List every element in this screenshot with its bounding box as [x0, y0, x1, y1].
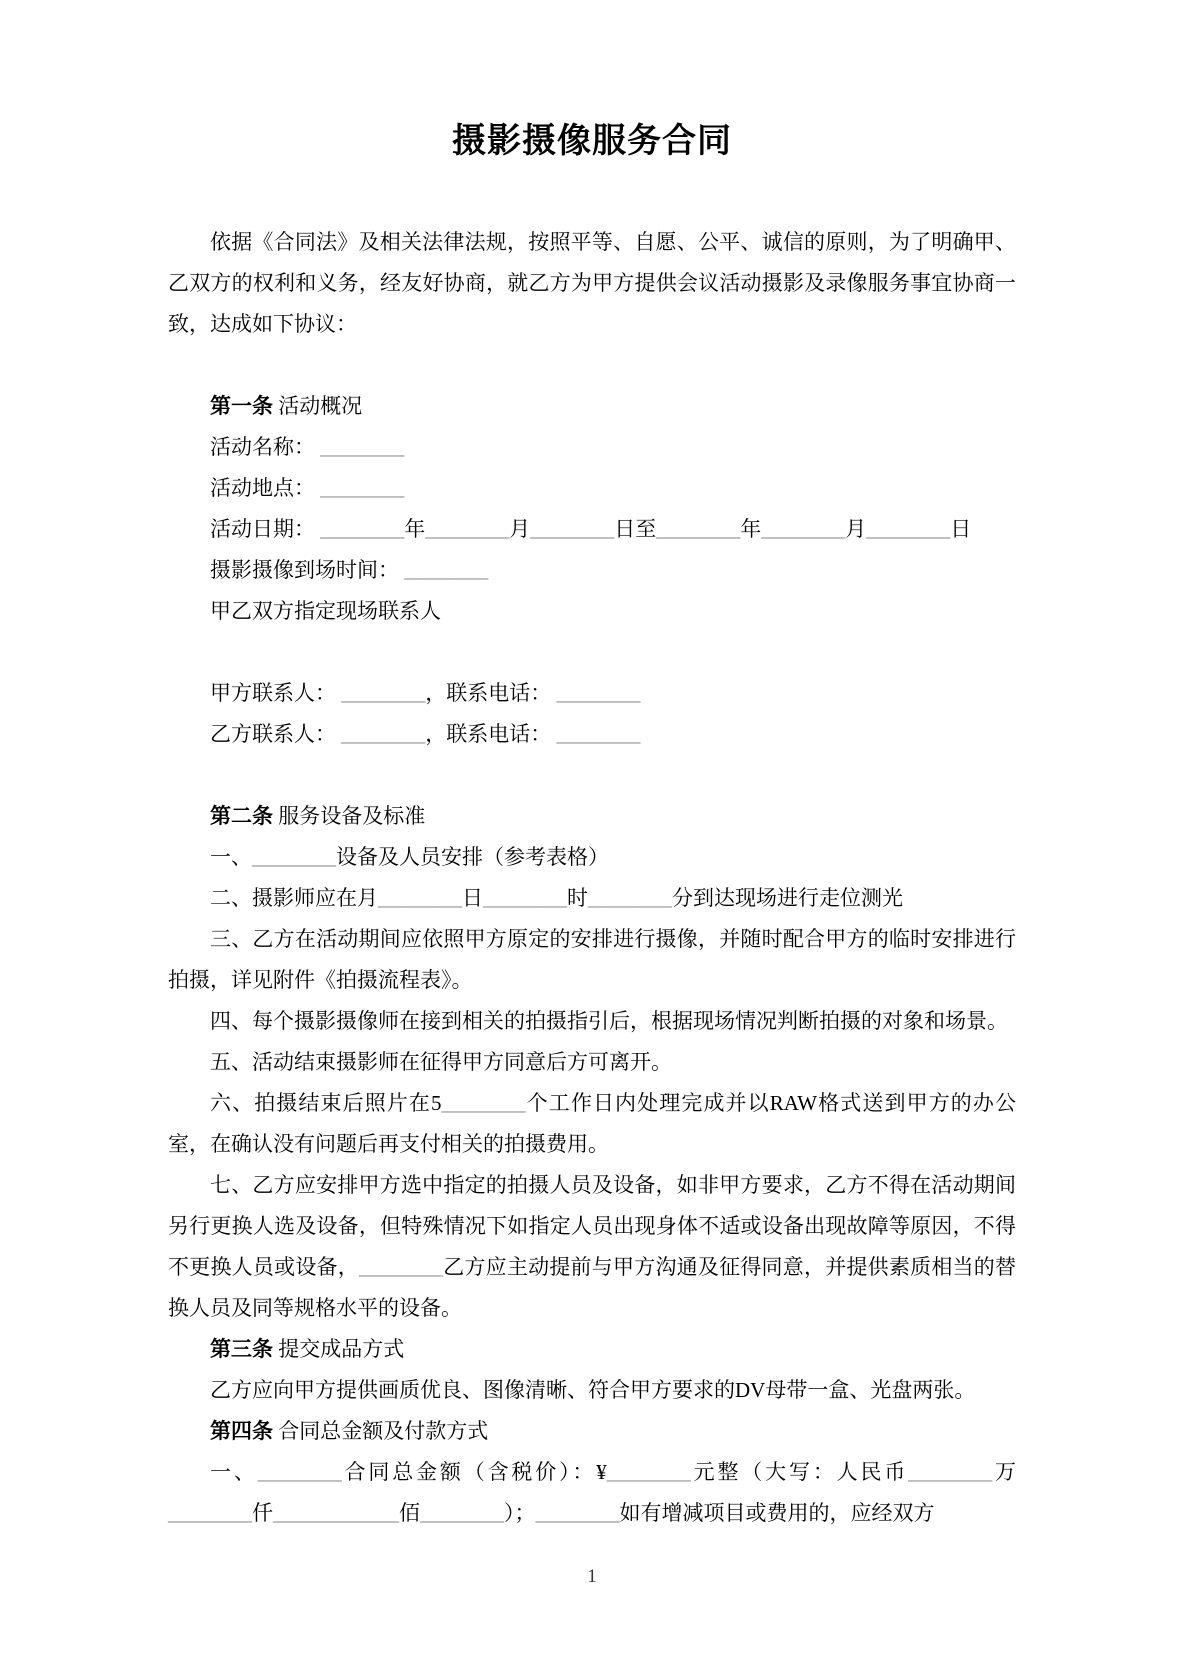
paragraph: 二、摄影师应在月________日________时________分到达现场进行走位测光	[210, 886, 903, 910]
blank-field: ________	[606, 1460, 691, 1484]
blank-field: ________	[483, 886, 567, 910]
paragraph: 乙方联系人： ________，联系电话： ________	[210, 722, 641, 746]
blank-field: ________	[866, 517, 951, 541]
paragraph: 活动日期： ________年________月________日至________年________月________日	[210, 517, 972, 541]
paragraph: 五、活动结束摄影师在征得甲方同意后方可离开。	[210, 1050, 672, 1074]
blank-field: ________	[441, 1091, 526, 1115]
paragraph: 乙方应向甲方提供画质优良、图像清晰、符合甲方要求的DV母带一盒、光盘两张。	[210, 1378, 976, 1402]
section-label: 第四条	[210, 1419, 273, 1443]
section-heading: 第三条 提交成品方式	[210, 1337, 405, 1361]
blank-field: ________	[404, 558, 489, 582]
blank-field: ________	[168, 1501, 252, 1525]
section-heading: 第一条 活动概况	[210, 394, 363, 418]
section-heading: 第四条 合同总金额及付款方式	[210, 1419, 489, 1443]
blank-field: ________	[341, 722, 426, 746]
paragraph: 七、乙方应安排甲方选中指定的拍摄人员及设备，如非甲方要求，乙方不得在活动期间另行更换人选及设备，但特殊情况下如指定人员出现身体不适或设备出现故障等原因，不得不更换人员或设备，________乙方应主动提前与甲方沟通及征得同意，并提供素质相当的替换人员及同等规格水平的设备。	[168, 1173, 1016, 1320]
paragraph: 活动地点： ________	[210, 476, 405, 500]
blank-line	[168, 632, 1016, 673]
document-body	[168, 222, 1016, 1534]
paragraph: 依据《合同法》及相关法律法规，按照平等、自愿、公平、诚信的原则，为了明确甲、乙双方的权利和义务，经友好协商，就乙方为甲方提供会议活动摄影及录像服务事宜协商一致，达成如下协议：	[168, 230, 1016, 336]
blank-field: ________	[420, 1501, 504, 1525]
paragraph: 活动名称： ________	[210, 435, 405, 459]
paragraph: 六、拍摄结束后照片在5________个工作日内处理完成并以RAW格式送到甲方的办公室，在确认没有问题后再支付相关的拍摄费用。	[168, 1091, 1017, 1156]
blank-field: ________	[341, 681, 426, 705]
section-heading: 第二条 服务设备及标准	[210, 804, 426, 828]
paragraph: 三、乙方在活动期间应依照甲方原定的安排进行摄像，并随时配合甲方的临时安排进行拍摄，详见附件《拍摄流程表》。	[168, 927, 1016, 992]
paragraph: 甲方联系人： ________，联系电话： ________	[210, 681, 641, 705]
blank-field: ________	[535, 1501, 620, 1525]
blank-field: ________	[556, 722, 641, 746]
blank-field: ____________	[273, 1501, 399, 1525]
paragraph: 一、________合同总金额（含税价）：¥________元整（大写：人民币________万________仟____________佰________）；________如有增减项目或费用的，应经双方	[168, 1460, 1017, 1525]
paragraph: 四、每个摄影摄像师在接到相关的拍摄指引后，根据现场情况判断拍摄的对象和场景。	[210, 1009, 1008, 1033]
section-label: 第三条	[210, 1337, 273, 1361]
blank-field: ________	[556, 681, 641, 705]
blank-field: ________	[588, 886, 672, 910]
page-number: 1	[587, 1566, 597, 1587]
blank-field: ________	[320, 517, 405, 541]
blank-field: ________	[908, 1460, 993, 1484]
blank-field: ________	[761, 517, 846, 541]
document-title: 摄影摄像服务合同	[452, 123, 732, 160]
blank-field: ________	[252, 845, 336, 869]
paragraph: 一、________设备及人员安排（参考表格）	[210, 845, 609, 869]
blank-field: ________	[320, 435, 405, 459]
paragraph: 摄影摄像到场时间： ________	[210, 558, 489, 582]
section-label: 第二条	[210, 804, 273, 828]
blank-field: ________	[656, 517, 741, 541]
blank-line	[168, 755, 1016, 796]
blank-field: ________	[257, 1460, 342, 1484]
blank-line	[168, 345, 1016, 386]
section-label: 第一条	[210, 394, 273, 418]
blank-field: ________	[425, 517, 510, 541]
blank-field: ________	[530, 517, 615, 541]
paragraph: 甲乙双方指定现场联系人	[210, 599, 441, 623]
blank-field: ________	[320, 476, 405, 500]
blank-field: ________	[378, 886, 462, 910]
blank-field: ________	[359, 1255, 443, 1279]
